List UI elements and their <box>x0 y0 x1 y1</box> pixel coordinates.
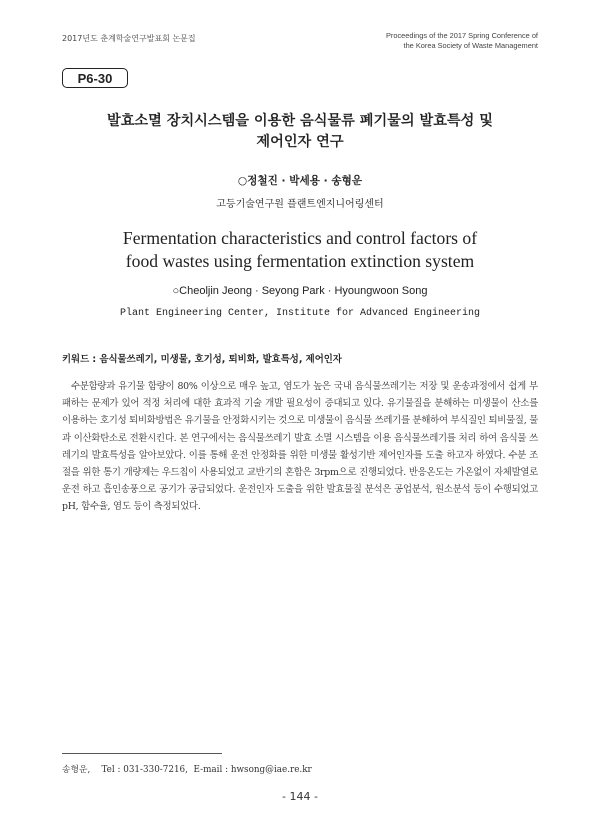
korean-authors: ○정철진 · 박세용 · 송형운 <box>237 175 363 187</box>
korean-title <box>62 111 538 153</box>
corresponding-author-footnote: 송형운, Tel : 031-330-7216, E-mail : hwsong@iae.re.kr <box>62 765 312 775</box>
footnote-divider <box>62 753 222 754</box>
running-header-right-line1: Proceedings of the 2017 Spring Conference of <box>385 31 538 40</box>
korean-title-line2: 제어인자 연구 <box>256 134 344 150</box>
page-number: - 144 - <box>282 790 318 803</box>
english-title-line2: food wastes using fermentation extinction system <box>125 251 475 271</box>
korean-title-line1: 발효소멸 장치시스템을 이용한 음식물류 폐기물의 발효특성 및 <box>107 113 493 129</box>
english-title <box>62 227 538 273</box>
running-header-right-line2: the Korea Society of Waste Management <box>403 41 538 50</box>
keywords: 키워드 : 음식물쓰레기, 미생물, 호기성, 퇴비화, 발효특성, 제어인자 <box>62 354 342 365</box>
english-authors: ○Cheoljin Jeong · Seyong Park · Hyoungwoon Song <box>172 285 428 297</box>
running-header-right <box>386 31 538 51</box>
running-header-left: 2017년도 춘계학술연구발표회 논문집 <box>62 34 196 43</box>
korean-affiliation: 고등기술연구원 플랜트엔지니어링센터 <box>216 199 384 210</box>
paper-code-badge: P6-30 <box>62 68 128 88</box>
english-affiliation: Plant Engineering Center, Institute for Advanced Engineering <box>119 308 481 319</box>
abstract-body: 수분함량과 유기물 함량이 80% 이상으로 매우 높고, 염도가 높은 국내 음식물쓰레기는 저장 및 운송과정에서 쉽게 부패하는 문제가 있어 적정 처리에 대한 효과적 기술 개발 필요성이 증대되고 있다. 유기물질을 분해하는 미생물이 산소를 이용하는 호기성 퇴비화방법은 유기물을 안정화시키는 것으로 미생물이 음식물 쓰레기를 분해하여 부식질인 퇴비물질, 물과 이산화탄소로 전환시킨다. 본 연구에서는 음식물쓰레기 발효 소멸 시스템을 이용 음식물쓰레기를 처리 하여 음식물 쓰레기의 발효특성을 알아보았다. 이를 통해 운전 안정화를 위한 미생물 활성기반 제어인자를 도출 하고자 하였다. 수분 조절을 위한 통기 개량제는 우드칩이 사용되었고 교반기의 혼합은 3rpm으로 진행되었다. 반응온도는 가온없이 자체발열로 운전 하고 흡인송풍으로 공기가 공급되었다. 운전인자 도출을 위한 발효물질 분석은 공업분석, 원소분석 등이 수행되었고 pH, 함수율, 염도 등이 측정되었다. <box>62 381 538 513</box>
english-title-line1: Fermentation characteristics and control factors of <box>122 228 478 248</box>
